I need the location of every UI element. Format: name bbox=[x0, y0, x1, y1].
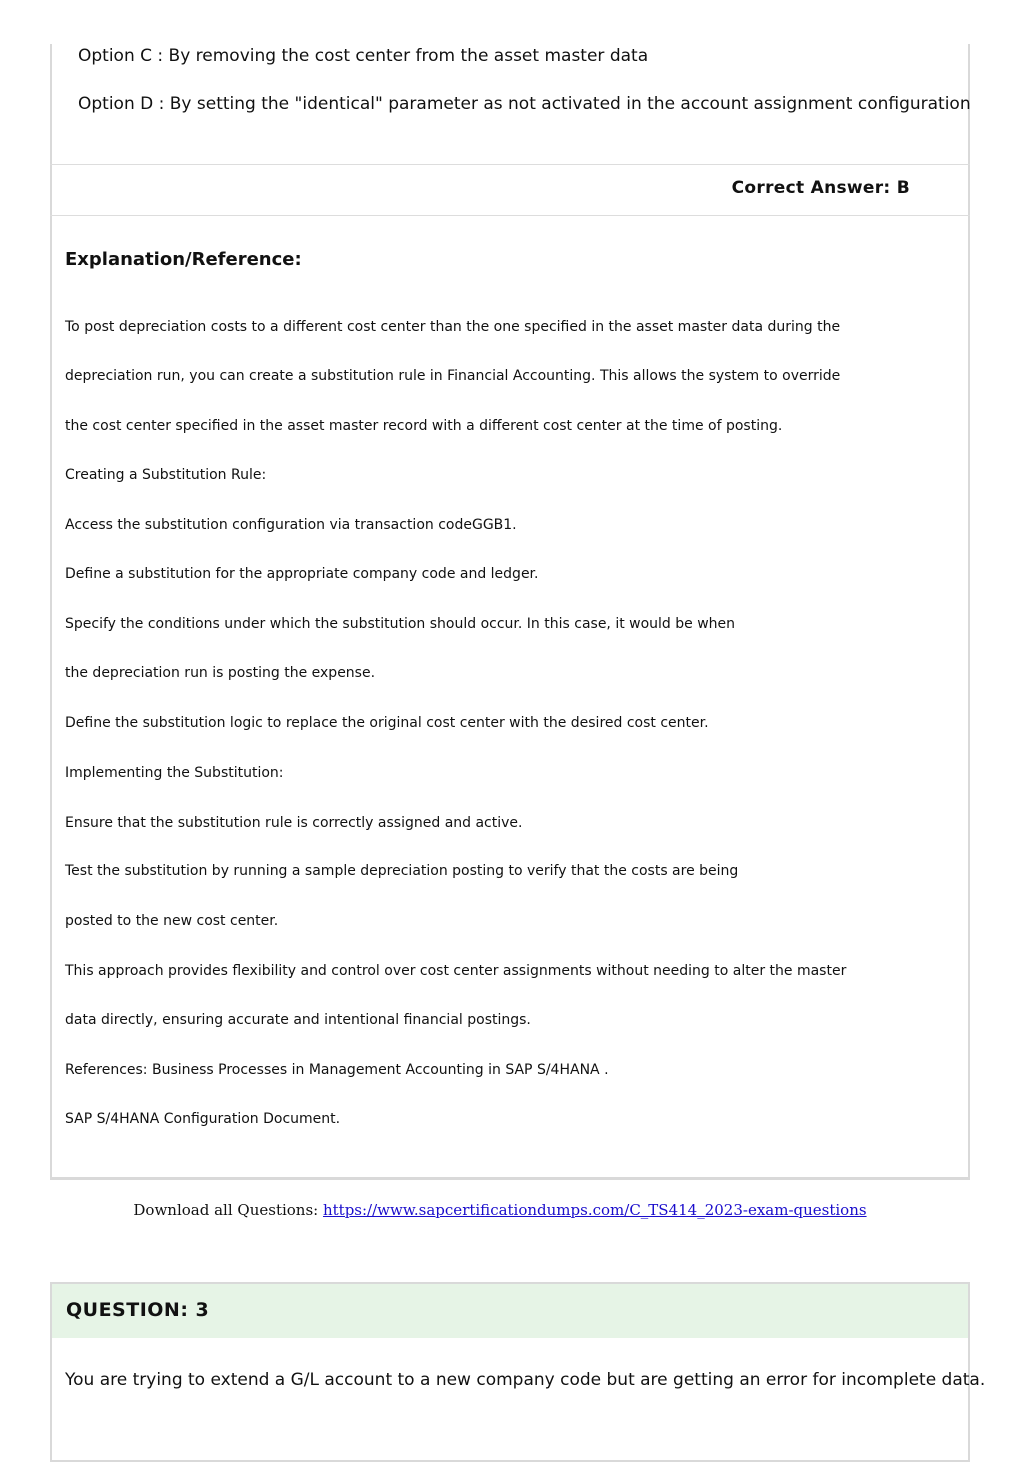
question-header bbox=[52, 1284, 968, 1338]
explanation-line: Access the substitution configuration via transaction codeGGB1. bbox=[65, 517, 517, 533]
explanation-line: posted to the new cost center. bbox=[65, 913, 279, 929]
explanation-line: Define the substitution logic to replace the original cost center with the desired cost center. bbox=[65, 715, 709, 731]
question-title: QUESTION: 3 bbox=[66, 1299, 210, 1321]
explanation-heading: Explanation/Reference: bbox=[65, 249, 302, 270]
explanation-line: Creating a Substitution Rule: bbox=[65, 467, 267, 483]
correct-answer: Correct Answer: B bbox=[731, 178, 910, 198]
option-d: Option D : By setting the "identical" parameter as not activated in the account assignment configuration bbox=[78, 94, 971, 114]
download-label: Download all Questions: bbox=[133, 1201, 323, 1219]
explanation-line: To post depreciation costs to a different cost center than the one specified in the asset master data during the bbox=[65, 319, 841, 335]
download-line bbox=[0, 1201, 1000, 1219]
explanation-line: Specify the conditions under which the substitution should occur. In this case, it would be when bbox=[65, 616, 736, 632]
explanation-line: References: Business Processes in Management Accounting in SAP S/4HANA . bbox=[65, 1062, 609, 1078]
divider bbox=[50, 164, 970, 165]
question-text: You are trying to extend a G/L account to a new company code but are getting an error for incomplete data. bbox=[65, 1370, 986, 1390]
option-c: Option C : By removing the cost center from the asset master data bbox=[78, 46, 649, 66]
download-link[interactable]: https://www.sapcertificationdumps.com/C_TS414_2023-exam-questions bbox=[322, 1201, 867, 1219]
explanation-line: data directly, ensuring accurate and intentional financial postings. bbox=[65, 1012, 531, 1028]
explanation-line: depreciation run, you can create a substitution rule in Financial Accounting. This allows the system to override bbox=[65, 368, 841, 384]
explanation-line: the cost center specified in the asset master record with a different cost center at the time of posting. bbox=[65, 418, 783, 434]
explanation-line: This approach provides flexibility and control over cost center assignments without needing to alter the master bbox=[65, 963, 847, 979]
explanation-line: Test the substitution by running a sample depreciation posting to verify that the costs are being bbox=[65, 863, 739, 879]
explanation-line: the depreciation run is posting the expense. bbox=[65, 665, 376, 681]
explanation-line: Define a substitution for the appropriate company code and ledger. bbox=[65, 566, 539, 582]
explanation-line: Implementing the Substitution: bbox=[65, 765, 284, 781]
explanation-line: Ensure that the substitution rule is correctly assigned and active. bbox=[65, 815, 523, 831]
explanation-line: SAP S/4HANA Configuration Document. bbox=[65, 1111, 341, 1127]
divider bbox=[50, 215, 970, 216]
